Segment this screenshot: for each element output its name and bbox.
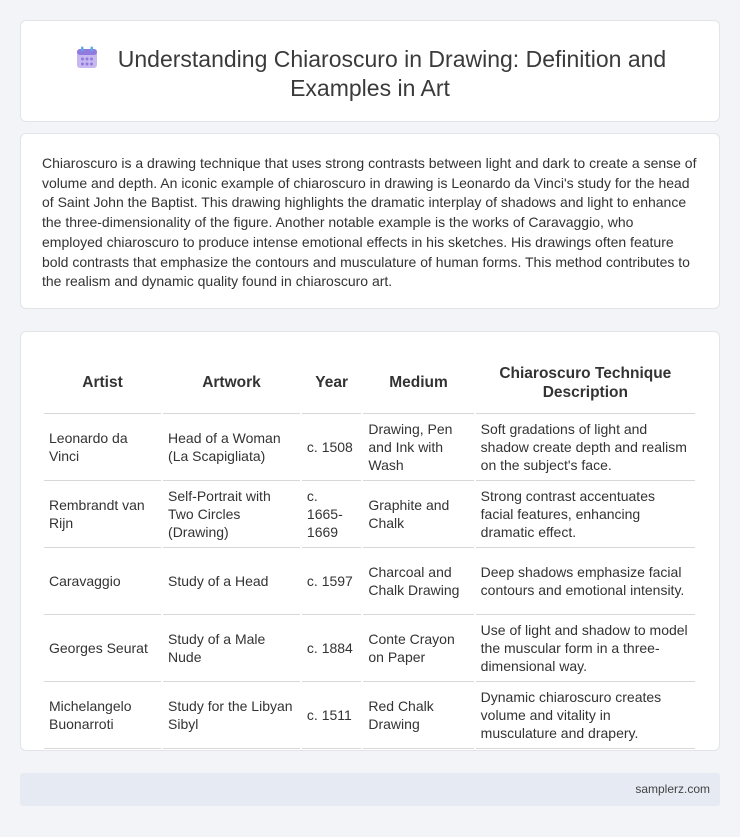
artworks-table [42, 352, 697, 749]
cell-artwork: Study of a Head [163, 548, 300, 615]
cell-artist: Leonardo da Vinci [44, 414, 161, 481]
cell-description: Soft gradations of light and shadow create depth and realism on the subject's face. [476, 414, 695, 481]
title-card [20, 20, 720, 122]
cell-description: Use of light and shadow to model the muscular form in a three-dimensional way. [476, 615, 695, 682]
table-row [44, 481, 695, 548]
header-year: Year [302, 352, 361, 414]
calendar-icon [74, 45, 100, 71]
header-description: Chiaroscuro Technique Description [476, 352, 695, 414]
intro-card [20, 133, 720, 309]
cell-artwork: Study of a Male Nude [163, 615, 300, 682]
cell-description: Dynamic chiaroscuro creates volume and vitality in musculature and drapery. [476, 682, 695, 749]
cell-medium: Drawing, Pen and Ink with Wash [363, 414, 473, 481]
cell-year: c. 1884 [302, 615, 361, 682]
cell-medium: Graphite and Chalk [363, 481, 473, 548]
header-artwork: Artwork [163, 352, 300, 414]
footer-site-link[interactable]: samplerz.com [635, 782, 710, 796]
cell-medium: Conte Crayon on Paper [363, 615, 473, 682]
cell-year: c. 1508 [302, 414, 361, 481]
table-row [44, 615, 695, 682]
table-row [44, 682, 695, 749]
cell-artist: Georges Seurat [44, 615, 161, 682]
cell-description: Deep shadows emphasize facial contours and emotional intensity. [476, 548, 695, 615]
footer-bar [20, 773, 720, 806]
cell-year: c. 1511 [302, 682, 361, 749]
table-row [44, 414, 695, 481]
cell-year: c. 1665-1669 [302, 481, 361, 548]
cell-artist: Rembrandt van Rijn [44, 481, 161, 548]
page-title: Understanding Chiaroscuro in Drawing: Definition and Examples in Art [117, 46, 667, 101]
cell-medium: Red Chalk Drawing [363, 682, 473, 749]
table-row [44, 548, 695, 615]
table-header-row [44, 352, 695, 414]
cell-year: c. 1597 [302, 548, 361, 615]
cell-artist: Caravaggio [44, 548, 161, 615]
table-card [20, 331, 720, 751]
cell-medium: Charcoal and Chalk Drawing [363, 548, 473, 615]
cell-artwork: Study for the Libyan Sibyl [163, 682, 300, 749]
cell-description: Strong contrast accentuates facial features, enhancing dramatic effect. [476, 481, 695, 548]
cell-artwork: Head of a Woman (La Scapigliata) [163, 414, 300, 481]
header-medium: Medium [363, 352, 473, 414]
cell-artwork: Self-Portrait with Two Circles (Drawing) [163, 481, 300, 548]
intro-paragraph: Chiaroscuro is a drawing technique that uses strong contrasts between light and dark to create a sense of volume and depth. An iconic example of chiaroscuro in drawing is Leonardo da Vinci's study for the head of Saint John the Baptist. This drawing highlights the dramatic interplay of shadows and light to enhance the three-dimensionality of the figure. Another notable example is the works of Caravaggio, who employed chiaroscuro to produce intense emotional effects in his sketches. His drawings often feature bold contrasts that emphasize the contours and musculature of human forms. This method contributes to the realism and dynamic quality found in chiaroscuro art. [42, 155, 697, 290]
page-title-wrap [21, 45, 719, 103]
header-artist: Artist [44, 352, 161, 414]
cell-artist: Michelangelo Buonarroti [44, 682, 161, 749]
